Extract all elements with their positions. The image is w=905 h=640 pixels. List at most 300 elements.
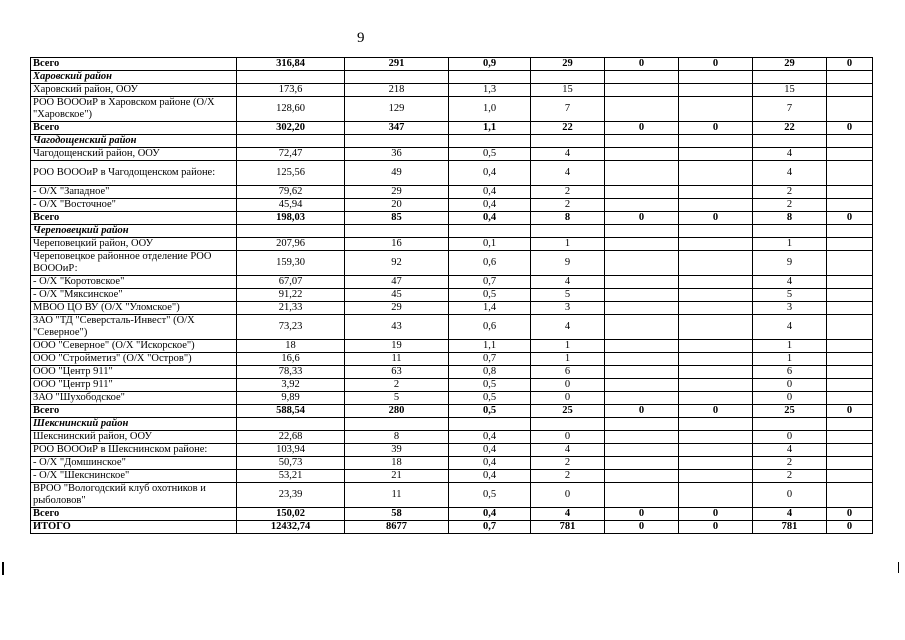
value-cell-2: 8677 <box>345 521 449 534</box>
value-cell-8: 0 <box>827 521 873 534</box>
value-cell-6 <box>679 276 753 289</box>
table-row <box>31 289 873 302</box>
value-cell-7: 2 <box>753 457 827 470</box>
table-row <box>31 302 873 315</box>
value-cell-3: 1,0 <box>449 97 531 122</box>
row-name-cell: - О/Х "Западное" <box>31 186 237 199</box>
value-cell-8 <box>827 431 873 444</box>
value-cell-2: 63 <box>345 366 449 379</box>
value-cell-3: 0,7 <box>449 521 531 534</box>
value-cell-2: 43 <box>345 315 449 340</box>
value-cell-5 <box>605 135 679 148</box>
scan-edge-mark-right <box>898 562 899 573</box>
value-cell-4: 4 <box>531 444 605 457</box>
row-name-cell: Череповецкое районное отделение РОО ВОООиР: <box>31 251 237 276</box>
value-cell-7: 8 <box>753 212 827 225</box>
row-name-cell: - О/Х "Восточное" <box>31 199 237 212</box>
value-cell-2: 11 <box>345 353 449 366</box>
value-cell-7: 4 <box>753 315 827 340</box>
value-cell-3: 1,1 <box>449 122 531 135</box>
value-cell-5 <box>605 457 679 470</box>
value-cell-1: 18 <box>237 340 345 353</box>
value-cell-1: 16,6 <box>237 353 345 366</box>
value-cell-7: 0 <box>753 392 827 405</box>
value-cell-5: 0 <box>605 508 679 521</box>
value-cell-6 <box>679 315 753 340</box>
value-cell-2 <box>345 418 449 431</box>
table-row <box>31 340 873 353</box>
value-cell-8: 0 <box>827 508 873 521</box>
value-cell-5 <box>605 353 679 366</box>
value-cell-5 <box>605 97 679 122</box>
subtotal-row <box>31 122 873 135</box>
value-cell-7: 0 <box>753 431 827 444</box>
value-cell-8 <box>827 161 873 186</box>
value-cell-1: 588,54 <box>237 405 345 418</box>
row-name-cell: - О/Х "Коротовское" <box>31 276 237 289</box>
value-cell-6 <box>679 251 753 276</box>
value-cell-4: 1 <box>531 340 605 353</box>
value-cell-3: 0,5 <box>449 289 531 302</box>
value-cell-4: 25 <box>531 405 605 418</box>
value-cell-4: 1 <box>531 238 605 251</box>
table-row <box>31 186 873 199</box>
table-row <box>31 238 873 251</box>
value-cell-3 <box>449 135 531 148</box>
value-cell-2 <box>345 71 449 84</box>
value-cell-2: 49 <box>345 161 449 186</box>
value-cell-5 <box>605 289 679 302</box>
value-cell-2: 92 <box>345 251 449 276</box>
row-name-cell: ИТОГО <box>31 521 237 534</box>
value-cell-5: 0 <box>605 122 679 135</box>
value-cell-5 <box>605 71 679 84</box>
row-name-cell: ООО "Центр 911" <box>31 379 237 392</box>
value-cell-5 <box>605 199 679 212</box>
row-name-cell: - О/Х "Домшинское" <box>31 457 237 470</box>
value-cell-2: 11 <box>345 483 449 508</box>
value-cell-4: 9 <box>531 251 605 276</box>
value-cell-2: 39 <box>345 444 449 457</box>
value-cell-1: 21,33 <box>237 302 345 315</box>
row-name-cell: Шекснинский район <box>31 418 237 431</box>
value-cell-5 <box>605 302 679 315</box>
grand-total-row <box>31 521 873 534</box>
value-cell-7: 6 <box>753 366 827 379</box>
value-cell-3 <box>449 71 531 84</box>
value-cell-2: 58 <box>345 508 449 521</box>
value-cell-8 <box>827 135 873 148</box>
value-cell-8 <box>827 225 873 238</box>
value-cell-8 <box>827 457 873 470</box>
row-name-cell: Всего <box>31 405 237 418</box>
value-cell-1: 23,39 <box>237 483 345 508</box>
value-cell-3: 0,4 <box>449 470 531 483</box>
value-cell-3: 0,5 <box>449 483 531 508</box>
subtotal-row <box>31 508 873 521</box>
value-cell-6 <box>679 483 753 508</box>
value-cell-8 <box>827 379 873 392</box>
table-row <box>31 97 873 122</box>
value-cell-7: 2 <box>753 199 827 212</box>
value-cell-4: 2 <box>531 199 605 212</box>
district-header-row <box>31 225 873 238</box>
value-cell-6: 0 <box>679 405 753 418</box>
value-cell-5 <box>605 238 679 251</box>
value-cell-2: 20 <box>345 199 449 212</box>
value-cell-2: 18 <box>345 457 449 470</box>
value-cell-7: 4 <box>753 148 827 161</box>
value-cell-8 <box>827 366 873 379</box>
value-cell-6 <box>679 186 753 199</box>
value-cell-4: 29 <box>531 58 605 71</box>
value-cell-3: 1,4 <box>449 302 531 315</box>
value-cell-1 <box>237 418 345 431</box>
value-cell-2: 5 <box>345 392 449 405</box>
value-cell-2: 2 <box>345 379 449 392</box>
value-cell-7: 29 <box>753 58 827 71</box>
row-name-cell: МВОО ЦО ВУ (О/Х "Уломское") <box>31 302 237 315</box>
value-cell-8 <box>827 418 873 431</box>
row-name-cell: Всего <box>31 58 237 71</box>
value-cell-5: 0 <box>605 405 679 418</box>
value-cell-6 <box>679 353 753 366</box>
value-cell-2: 21 <box>345 470 449 483</box>
value-cell-3: 0,4 <box>449 161 531 186</box>
row-name-cell: Харовский район, ООУ <box>31 84 237 97</box>
value-cell-4: 4 <box>531 508 605 521</box>
value-cell-7 <box>753 71 827 84</box>
value-cell-3: 0,4 <box>449 199 531 212</box>
value-cell-4 <box>531 71 605 84</box>
value-cell-8: 0 <box>827 122 873 135</box>
value-cell-4 <box>531 135 605 148</box>
value-cell-8 <box>827 276 873 289</box>
value-cell-8: 0 <box>827 405 873 418</box>
value-cell-7: 4 <box>753 276 827 289</box>
value-cell-8 <box>827 302 873 315</box>
value-cell-7 <box>753 135 827 148</box>
subtotal-row <box>31 212 873 225</box>
value-cell-4: 7 <box>531 97 605 122</box>
value-cell-3: 0,5 <box>449 392 531 405</box>
value-cell-1: 91,22 <box>237 289 345 302</box>
value-cell-4: 781 <box>531 521 605 534</box>
row-name-cell: ООО "Стройметиз" (О/Х "Остров") <box>31 353 237 366</box>
value-cell-6 <box>679 470 753 483</box>
value-cell-2: 19 <box>345 340 449 353</box>
value-cell-8 <box>827 315 873 340</box>
value-cell-1 <box>237 71 345 84</box>
value-cell-6 <box>679 161 753 186</box>
value-cell-2: 8 <box>345 431 449 444</box>
value-cell-2: 347 <box>345 122 449 135</box>
value-cell-7: 4 <box>753 161 827 186</box>
value-cell-4: 2 <box>531 186 605 199</box>
value-cell-5 <box>605 431 679 444</box>
value-cell-8 <box>827 97 873 122</box>
value-cell-7: 0 <box>753 483 827 508</box>
value-cell-2: 16 <box>345 238 449 251</box>
value-cell-2: 291 <box>345 58 449 71</box>
value-cell-7: 4 <box>753 508 827 521</box>
table-row <box>31 379 873 392</box>
value-cell-5 <box>605 148 679 161</box>
row-name-cell: РОО ВОООиР в Шекснинском районе: <box>31 444 237 457</box>
value-cell-8 <box>827 340 873 353</box>
table-row <box>31 353 873 366</box>
table-row <box>31 457 873 470</box>
value-cell-3: 0,6 <box>449 315 531 340</box>
value-cell-8: 0 <box>827 58 873 71</box>
table-row <box>31 366 873 379</box>
value-cell-1: 50,73 <box>237 457 345 470</box>
value-cell-4 <box>531 418 605 431</box>
value-cell-4: 4 <box>531 161 605 186</box>
value-cell-4: 0 <box>531 431 605 444</box>
scan-edge-mark-left <box>2 562 4 575</box>
value-cell-4: 3 <box>531 302 605 315</box>
value-cell-6: 0 <box>679 212 753 225</box>
value-cell-4: 1 <box>531 353 605 366</box>
value-cell-2: 29 <box>345 186 449 199</box>
value-cell-1 <box>237 225 345 238</box>
value-cell-1: 159,30 <box>237 251 345 276</box>
value-cell-5 <box>605 276 679 289</box>
value-cell-8 <box>827 483 873 508</box>
value-cell-1: 22,68 <box>237 431 345 444</box>
table-row <box>31 161 873 186</box>
value-cell-7: 7 <box>753 97 827 122</box>
row-name-cell: Шекснинский район, ООУ <box>31 431 237 444</box>
district-header-row <box>31 135 873 148</box>
value-cell-1 <box>237 135 345 148</box>
value-cell-5 <box>605 418 679 431</box>
value-cell-6: 0 <box>679 122 753 135</box>
row-name-cell: Череповецкий район, ООУ <box>31 238 237 251</box>
value-cell-8 <box>827 238 873 251</box>
value-cell-1: 207,96 <box>237 238 345 251</box>
value-cell-3: 0,9 <box>449 58 531 71</box>
value-cell-6 <box>679 225 753 238</box>
value-cell-1: 78,33 <box>237 366 345 379</box>
value-cell-2: 218 <box>345 84 449 97</box>
value-cell-1: 9,89 <box>237 392 345 405</box>
value-cell-7: 781 <box>753 521 827 534</box>
value-cell-8 <box>827 392 873 405</box>
value-cell-7 <box>753 225 827 238</box>
value-cell-4: 2 <box>531 457 605 470</box>
page-number: 9 <box>357 30 365 46</box>
value-cell-7: 25 <box>753 405 827 418</box>
value-cell-5 <box>605 225 679 238</box>
row-name-cell: ООО "Центр 911" <box>31 366 237 379</box>
subtotal-row <box>31 405 873 418</box>
value-cell-6 <box>679 379 753 392</box>
value-cell-3: 0,4 <box>449 431 531 444</box>
value-cell-2: 29 <box>345 302 449 315</box>
value-cell-8 <box>827 470 873 483</box>
value-cell-3: 1,1 <box>449 340 531 353</box>
value-cell-8 <box>827 251 873 276</box>
value-cell-3: 0,4 <box>449 457 531 470</box>
value-cell-4: 2 <box>531 470 605 483</box>
value-cell-4: 0 <box>531 379 605 392</box>
value-cell-6 <box>679 302 753 315</box>
value-cell-2: 129 <box>345 97 449 122</box>
table-row <box>31 199 873 212</box>
value-cell-3: 0,4 <box>449 444 531 457</box>
row-name-cell: Чагодощенский район, ООУ <box>31 148 237 161</box>
value-cell-2: 36 <box>345 148 449 161</box>
value-cell-7: 1 <box>753 340 827 353</box>
value-cell-6 <box>679 418 753 431</box>
row-name-cell: ООО "Северное" (О/Х "Искорское") <box>31 340 237 353</box>
value-cell-5 <box>605 392 679 405</box>
value-cell-4: 0 <box>531 483 605 508</box>
row-name-cell: РОО ВОООиР в Харовском районе (О/Х "Харовское") <box>31 97 237 122</box>
table-row <box>31 148 873 161</box>
value-cell-5: 0 <box>605 58 679 71</box>
value-cell-2: 280 <box>345 405 449 418</box>
value-cell-7: 4 <box>753 444 827 457</box>
value-cell-3 <box>449 225 531 238</box>
value-cell-7: 5 <box>753 289 827 302</box>
value-cell-2: 85 <box>345 212 449 225</box>
value-cell-5 <box>605 315 679 340</box>
row-name-cell: Харовский район <box>31 71 237 84</box>
value-cell-3: 0,8 <box>449 366 531 379</box>
table-row <box>31 444 873 457</box>
value-cell-4: 5 <box>531 289 605 302</box>
value-cell-7: 15 <box>753 84 827 97</box>
row-name-cell: - О/Х "Шекснинское" <box>31 470 237 483</box>
value-cell-4: 15 <box>531 84 605 97</box>
value-cell-7: 3 <box>753 302 827 315</box>
row-name-cell: ЗАО "ТД "Северсталь-Инвест" (О/Х "Северное") <box>31 315 237 340</box>
table-row <box>31 315 873 340</box>
value-cell-5 <box>605 366 679 379</box>
value-cell-5 <box>605 470 679 483</box>
row-name-cell: ЗАО "Шухободское" <box>31 392 237 405</box>
value-cell-8 <box>827 186 873 199</box>
value-cell-8: 0 <box>827 212 873 225</box>
value-cell-7: 22 <box>753 122 827 135</box>
row-name-cell: - О/Х "Мяксинское" <box>31 289 237 302</box>
value-cell-3 <box>449 418 531 431</box>
value-cell-5 <box>605 444 679 457</box>
value-cell-3: 1,3 <box>449 84 531 97</box>
value-cell-8 <box>827 444 873 457</box>
value-cell-6 <box>679 392 753 405</box>
value-cell-8 <box>827 148 873 161</box>
value-cell-7: 0 <box>753 379 827 392</box>
row-name-cell: Всего <box>31 122 237 135</box>
table-row <box>31 392 873 405</box>
value-cell-6 <box>679 340 753 353</box>
value-cell-3: 0,4 <box>449 508 531 521</box>
value-cell-3: 0,4 <box>449 212 531 225</box>
value-cell-1: 128,60 <box>237 97 345 122</box>
value-cell-6 <box>679 135 753 148</box>
value-cell-4 <box>531 225 605 238</box>
value-cell-6 <box>679 366 753 379</box>
value-cell-5 <box>605 340 679 353</box>
row-name-cell: Чагодощенский район <box>31 135 237 148</box>
value-cell-3: 0,5 <box>449 405 531 418</box>
value-cell-2: 47 <box>345 276 449 289</box>
value-cell-1: 72,47 <box>237 148 345 161</box>
value-cell-1: 79,62 <box>237 186 345 199</box>
value-cell-1: 67,07 <box>237 276 345 289</box>
value-cell-6 <box>679 431 753 444</box>
value-cell-1: 45,94 <box>237 199 345 212</box>
value-cell-7 <box>753 418 827 431</box>
value-cell-3: 0,6 <box>449 251 531 276</box>
table-row <box>31 251 873 276</box>
value-cell-5 <box>605 251 679 276</box>
value-cell-6 <box>679 289 753 302</box>
value-cell-5 <box>605 161 679 186</box>
value-cell-4: 8 <box>531 212 605 225</box>
table-row <box>31 431 873 444</box>
value-cell-7: 1 <box>753 353 827 366</box>
value-cell-4: 4 <box>531 315 605 340</box>
table-row <box>31 276 873 289</box>
district-header-row <box>31 71 873 84</box>
table-row <box>31 84 873 97</box>
value-cell-5 <box>605 483 679 508</box>
value-cell-7: 9 <box>753 251 827 276</box>
value-cell-3: 0,5 <box>449 379 531 392</box>
value-cell-3: 0,7 <box>449 353 531 366</box>
subtotal-row <box>31 58 873 71</box>
value-cell-4: 0 <box>531 392 605 405</box>
value-cell-1: 302,20 <box>237 122 345 135</box>
value-cell-3: 0,7 <box>449 276 531 289</box>
value-cell-7: 2 <box>753 186 827 199</box>
value-cell-1: 125,56 <box>237 161 345 186</box>
value-cell-5 <box>605 84 679 97</box>
value-cell-1: 73,23 <box>237 315 345 340</box>
value-cell-4: 6 <box>531 366 605 379</box>
table-row <box>31 470 873 483</box>
value-cell-7: 1 <box>753 238 827 251</box>
row-name-cell: Всего <box>31 508 237 521</box>
value-cell-5 <box>605 379 679 392</box>
value-cell-6 <box>679 238 753 251</box>
hunting-quota-table <box>30 57 873 534</box>
table-row <box>31 483 873 508</box>
value-cell-8 <box>827 84 873 97</box>
value-cell-1: 103,94 <box>237 444 345 457</box>
value-cell-4: 4 <box>531 148 605 161</box>
value-cell-6 <box>679 148 753 161</box>
value-cell-6 <box>679 457 753 470</box>
value-cell-8 <box>827 289 873 302</box>
value-cell-6 <box>679 71 753 84</box>
row-name-cell: Всего <box>31 212 237 225</box>
value-cell-1: 53,21 <box>237 470 345 483</box>
value-cell-8 <box>827 199 873 212</box>
value-cell-6 <box>679 444 753 457</box>
value-cell-1: 173,6 <box>237 84 345 97</box>
value-cell-1: 198,03 <box>237 212 345 225</box>
value-cell-3: 0,5 <box>449 148 531 161</box>
value-cell-1: 12432,74 <box>237 521 345 534</box>
value-cell-6: 0 <box>679 58 753 71</box>
value-cell-8 <box>827 353 873 366</box>
